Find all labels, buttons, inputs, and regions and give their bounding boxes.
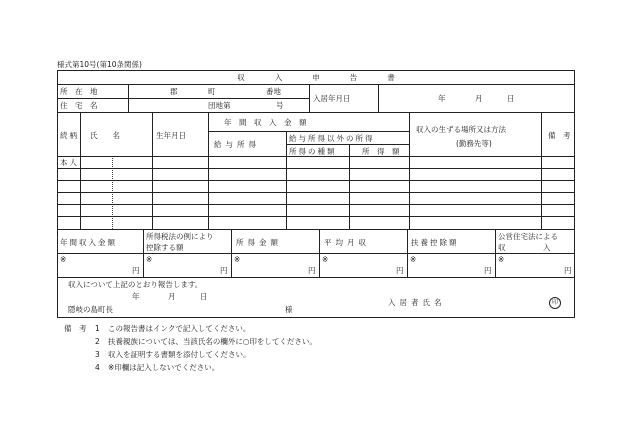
address-cho: 町 xyxy=(208,87,216,96)
table-row-line xyxy=(57,204,575,205)
mark: ※ xyxy=(146,255,153,264)
mark: ※ xyxy=(322,255,329,264)
housing-label: 住 宅 名 xyxy=(60,101,98,110)
header-income-type: 所得の種類 xyxy=(289,147,337,156)
divider xyxy=(57,98,309,99)
header-workplace: 収入の生ずる場所又は方法 xyxy=(416,125,506,134)
divider xyxy=(208,112,209,229)
mark: ※ xyxy=(60,255,67,264)
bottom-header-income-amount: 所得金額 xyxy=(236,238,282,247)
seal-mark: 印 xyxy=(549,297,561,309)
yen-unit: 円 xyxy=(564,266,572,275)
divider xyxy=(208,131,409,132)
note-text: この報告書はインクで記入してください。 xyxy=(108,324,251,333)
bottom-header-annual-income: 年間収入金額 xyxy=(60,238,117,247)
yen-unit: 円 xyxy=(132,266,140,275)
move-in-year: 年 xyxy=(438,94,446,103)
declaration-month: 月 xyxy=(168,292,176,301)
mark: ※ xyxy=(234,255,241,264)
divider xyxy=(309,84,310,112)
header-annual-income: 年 間 収 入 金 額 xyxy=(224,118,307,127)
declaration-day: 日 xyxy=(200,292,208,301)
table-row-line xyxy=(57,192,575,193)
header-income-amount: 所 得 額 xyxy=(362,147,400,156)
table-row-line xyxy=(57,229,575,230)
note-number: 2 xyxy=(95,337,100,346)
housing-danchi: 団地第 xyxy=(208,101,231,110)
form-label: 様式第10号(第10条関係) xyxy=(57,60,142,69)
yen-unit: 円 xyxy=(484,266,492,275)
recipient-honorific: 様 xyxy=(285,305,293,314)
notes-label: 備 考 xyxy=(64,324,87,333)
bottom-header-public-housing-line2: 収 入 xyxy=(498,243,551,252)
address-gun: 郡 xyxy=(170,87,178,96)
table-row-line xyxy=(57,216,575,217)
divider xyxy=(378,84,379,112)
bottom-header-dependent-deduction: 扶養控除額 xyxy=(411,238,459,247)
mark: ※ xyxy=(498,255,505,264)
header-name: 氏 名 xyxy=(90,131,120,140)
address-label: 所 在 地 xyxy=(60,87,98,96)
header-salary: 給与所得 xyxy=(214,140,260,149)
divider xyxy=(57,156,575,157)
declaration-text: 収入について上記のとおり報告します。 xyxy=(68,280,203,289)
header-workplace-sub: (勤務先等) xyxy=(456,139,492,148)
recipient: 隠岐の島町長 xyxy=(68,305,113,314)
bottom-header-avg-monthly: 平均月収 xyxy=(324,238,370,247)
header-remarks: 備 考 xyxy=(548,131,571,140)
divider xyxy=(152,112,153,229)
table-row-line xyxy=(57,168,575,169)
housing-go: 号 xyxy=(276,101,284,110)
move-in-label: 入居年月日 xyxy=(313,94,351,103)
declaration-year: 年 xyxy=(132,292,140,301)
divider xyxy=(57,277,575,278)
resident-name-label: 入居者氏名 xyxy=(388,298,446,307)
divider xyxy=(128,84,129,112)
yen-unit: 円 xyxy=(396,266,404,275)
yen-unit: 円 xyxy=(220,266,228,275)
note-number: 4 xyxy=(95,363,100,372)
note-text: 収入を証明する書類を添付してください。 xyxy=(108,350,251,359)
note-number: 1 xyxy=(95,324,100,333)
first-row-relation: 本人 xyxy=(60,158,79,167)
header-relation: 続柄 xyxy=(60,131,79,140)
divider xyxy=(409,112,410,229)
divider xyxy=(286,144,409,145)
bottom-header-deduction-line2: 控除する額 xyxy=(146,243,184,252)
note-text: ※印欄は記入しないでください。 xyxy=(108,363,220,372)
move-in-day: 日 xyxy=(507,94,515,103)
move-in-month: 月 xyxy=(475,94,483,103)
table-row-line xyxy=(57,180,575,181)
mark: ※ xyxy=(410,255,417,264)
divider xyxy=(57,112,575,113)
bottom-header-public-housing-line1: 公営住宅法による xyxy=(498,232,558,241)
note-text: 扶養親族については、当該氏名の欄外に○印をしてください。 xyxy=(108,337,317,346)
form-title: 収 入 申 告 書 xyxy=(237,73,395,82)
divider xyxy=(57,84,575,85)
header-birthdate: 生年月日 xyxy=(156,131,186,140)
address-banchi: 番地 xyxy=(266,87,281,96)
divider xyxy=(541,112,542,229)
header-other-income: 給与所得以外の所得 xyxy=(289,134,375,143)
bottom-header-deduction-line1: 所得税法の例により xyxy=(146,232,214,241)
yen-unit: 円 xyxy=(308,266,316,275)
note-number: 3 xyxy=(95,350,100,359)
divider xyxy=(57,253,575,254)
divider xyxy=(80,112,81,229)
